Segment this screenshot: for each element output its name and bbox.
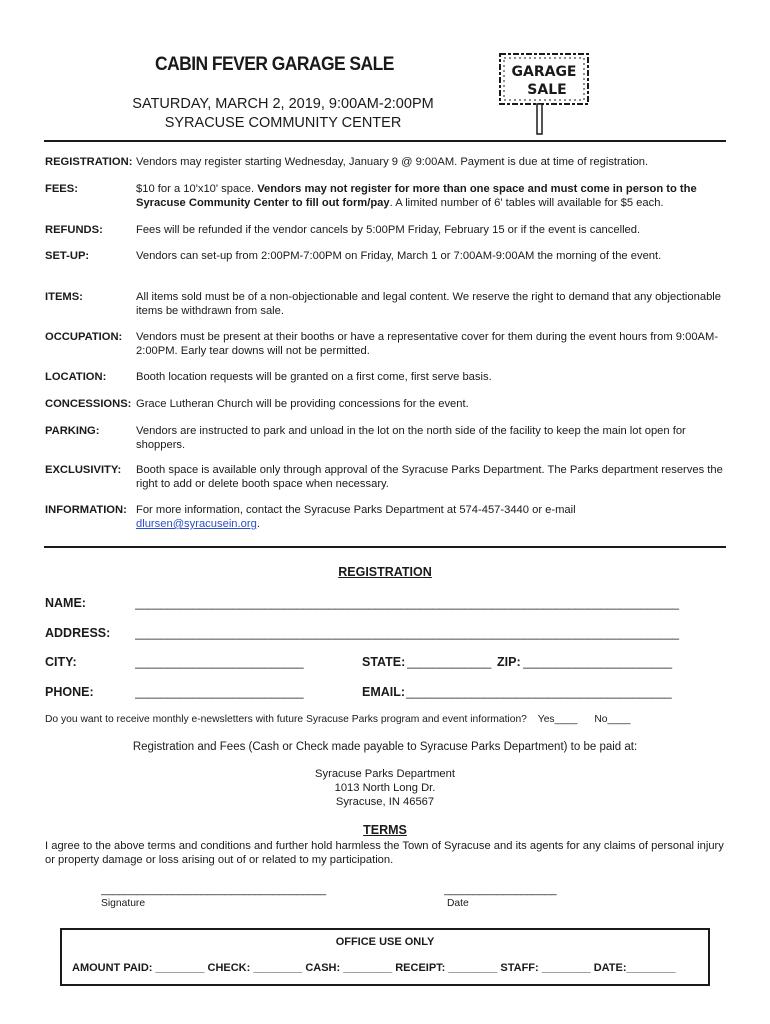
- name-label: NAME:: [45, 596, 86, 610]
- term-text: $10 for a 10'x10' space. Vendors may not register for more than one space and must come in person to the Syracuse Community Center to fill out form/pay. A limited number of 6' tables will available for $5 each.: [136, 183, 697, 209]
- logo-text-garage: GARAGE: [511, 64, 577, 80]
- address-field[interactable]: ____________________________________________________________________________________: [135, 626, 679, 640]
- term-label: INFORMATION:: [45, 504, 127, 516]
- zip-field[interactable]: _______________________: [523, 655, 672, 669]
- terms-text: I agree to the above terms and conditions and further hold harmless the Town of Syracuse and its agents for any claims of personal injury or property damage or loss arising out of or related to my participation.: [45, 840, 724, 866]
- email-field[interactable]: _________________________________________: [406, 685, 672, 699]
- term-text: Grace Lutheran Church will be providing concessions for the event.: [136, 398, 469, 410]
- term-text: Booth space is available only through approval of the Syracuse Parks Department. The Parks department reserves the right to add or delete booth space when necessary.: [136, 464, 723, 490]
- term-text: Vendors are instructed to park and unload in the lot on the north side of the facility to keep the main lot open for shoppers.: [136, 425, 686, 451]
- header-divider: [44, 140, 726, 142]
- term-text: For more information, contact the Syracuse Parks Department at 574-457-3440 or e-mail dlursen@syracusein.org.: [136, 504, 576, 530]
- logo-text-sale: SALE: [527, 82, 567, 98]
- newsletter-yes[interactable]: Yes____: [537, 714, 578, 725]
- date-label: Date: [447, 898, 469, 909]
- terms-heading: TERMS: [363, 823, 407, 837]
- term-text: Fees will be refunded if the vendor cancels by 5:00PM Friday, February 15 or if the event is cancelled.: [136, 224, 641, 236]
- date-line[interactable]: ___________________: [444, 884, 557, 896]
- event-date: SATURDAY, MARCH 2, 2019, 9:00AM-2:00PM: [132, 96, 434, 112]
- garage-sale-sign-logo: [497, 48, 595, 138]
- state-label: STATE:: [362, 655, 406, 669]
- newsletter-no[interactable]: No____: [594, 714, 631, 725]
- term-text: All items sold must be of a non-objectionable and legal content. We reserve the right to demand that any objectionable items be withdrawn from sale.: [136, 291, 722, 317]
- signature-line[interactable]: ______________________________________: [101, 884, 326, 896]
- payment-address: Syracuse Parks Department 1013 North Long Dr. Syracuse, IN 46567: [315, 768, 455, 808]
- term-label: SET-UP:: [45, 250, 90, 262]
- term-label: PARKING:: [45, 425, 100, 437]
- state-field[interactable]: _____________: [407, 655, 492, 669]
- registration-heading: REGISTRATION: [338, 565, 432, 579]
- office-use-fields: AMOUNT PAID: ________ CHECK: ________ CASH: ________ RECEIPT: ________ STAFF: ________ DATE:________: [72, 962, 676, 974]
- term-label: LOCATION:: [45, 371, 107, 383]
- term-text: Vendors may register starting Wednesday, January 9 @ 9:00AM. Payment is due at time of registration.: [136, 156, 649, 168]
- name-field[interactable]: ____________________________________________________________________________________: [135, 596, 679, 610]
- term-text: Booth location requests will be granted on a first come, first serve basis.: [136, 371, 492, 383]
- zip-label: ZIP:: [497, 655, 521, 669]
- office-use-heading: OFFICE USE ONLY: [335, 936, 435, 948]
- signature-label: Signature: [101, 898, 146, 909]
- event-title: CABIN FEVER GARAGE SALE: [155, 54, 394, 75]
- phone-field[interactable]: __________________________: [135, 685, 304, 699]
- term-label: REGISTRATION:: [45, 156, 133, 168]
- term-label: OCCUPATION:: [45, 331, 123, 343]
- term-label: CONCESSIONS:: [45, 398, 132, 410]
- term-text: Vendors can set-up from 2:00PM-7:00PM on Friday, March 1 or 7:00AM-9:00AM the morning of the event.: [136, 250, 662, 262]
- event-venue: SYRACUSE COMMUNITY CENTER: [164, 115, 402, 131]
- newsletter-question: Do you want to receive monthly e-newsletters with future Syracuse Parks program and event information? Yes____ No____: [45, 714, 631, 725]
- section-divider: [44, 546, 726, 548]
- city-field[interactable]: __________________________: [135, 655, 304, 669]
- term-label: ITEMS:: [45, 291, 83, 303]
- address-label: ADDRESS:: [45, 626, 111, 640]
- payment-instruction: Registration and Fees (Cash or Check made payable to Syracuse Parks Department) to be paid at:: [132, 741, 638, 753]
- term-label: REFUNDS:: [45, 224, 103, 236]
- term-label: FEES:: [45, 183, 78, 195]
- contact-email-link[interactable]: dlursen@syracusein.org: [136, 518, 257, 530]
- email-label: EMAIL:: [362, 685, 406, 699]
- city-label: CITY:: [45, 655, 77, 669]
- phone-label: PHONE:: [45, 685, 94, 699]
- term-text: Vendors must be present at their booths or have a representative cover for them during the event hours from 9:00AM-2:00PM. Early tear downs will not be permitted.: [136, 331, 719, 357]
- term-label: EXCLUSIVITY:: [45, 464, 122, 476]
